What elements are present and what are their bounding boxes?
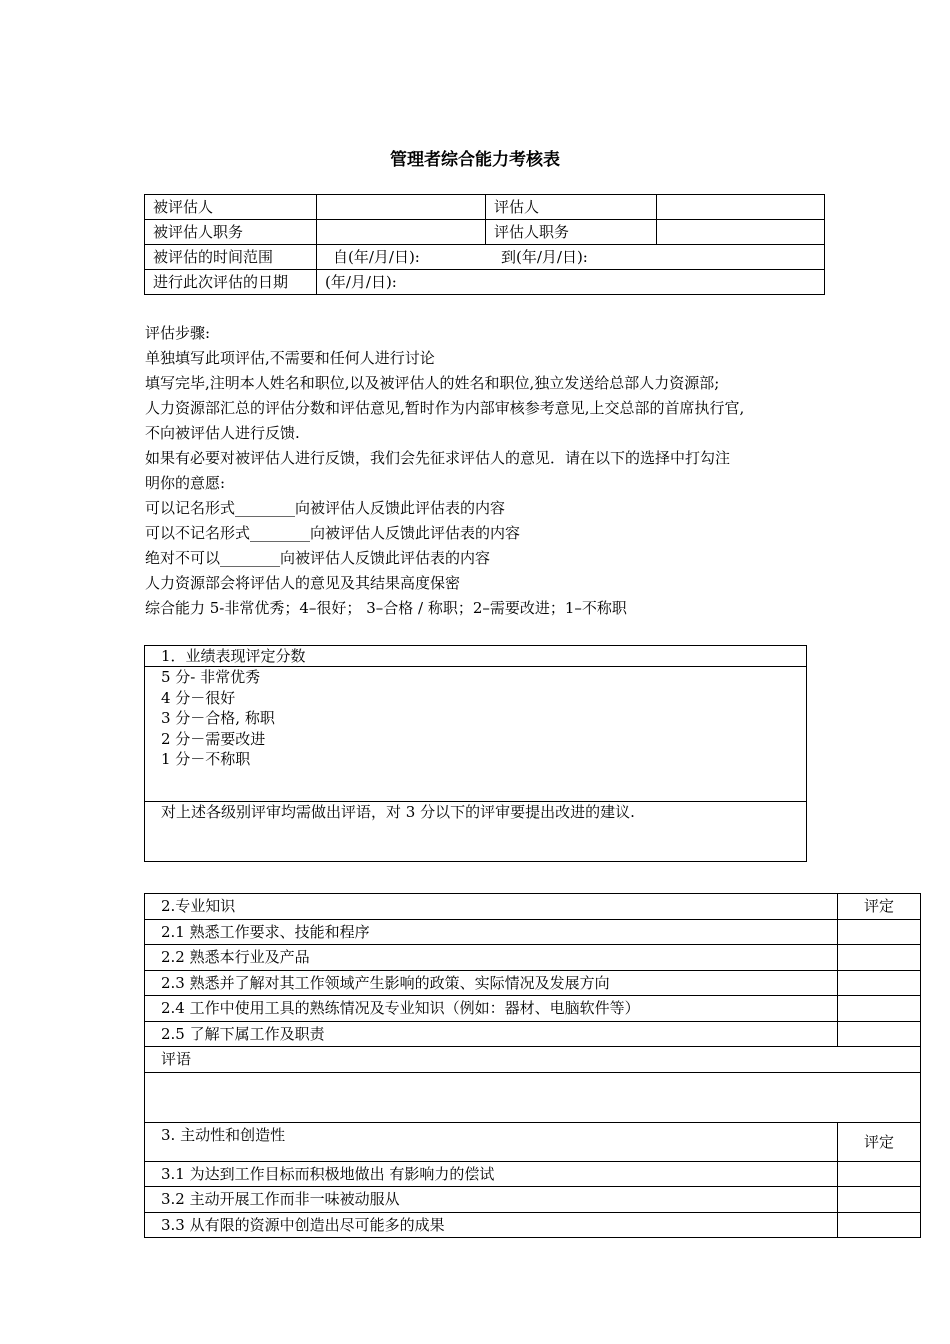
section2-header: 2.专业知识 xyxy=(145,894,838,920)
eval-date-field[interactable]: (年/月/日): xyxy=(317,270,825,295)
section3-item: 3.3 从有限的资源中创造出尽可能多的成果 xyxy=(145,1212,838,1238)
rating-scale: 综合能力 5-非常优秀；4–很好； 3–合格 / 称职；2–需要改进；1–不称职 xyxy=(145,599,627,617)
instruction-line: 人力资源部汇总的评估分数和评估意见,暂时作为内部审核参考意见,上交总部的首席执行官, xyxy=(145,399,745,417)
evaluator-position-field[interactable] xyxy=(657,220,825,245)
rating-cell[interactable] xyxy=(838,1187,921,1213)
level-4: 4 分－很好 xyxy=(161,688,236,707)
rating-cell[interactable] xyxy=(838,919,921,945)
instruction-line: 单独填写此项评估,不需要和任何人进行讨论 xyxy=(145,349,435,367)
section3-header: 3. 主动性和创造性 xyxy=(145,1122,838,1161)
page-title: 管理者综合能力考核表 xyxy=(390,150,560,170)
section2-rating-header: 评定 xyxy=(838,894,921,920)
section3-item: 3.1 为达到工作目标而积极地做出 有影响力的偿试 xyxy=(145,1161,838,1187)
level-1: 1 分－不称职 xyxy=(161,750,251,768)
period-from: 自(年/月/日): xyxy=(333,248,420,266)
eval-date-label: 进行此次评估的日期 xyxy=(145,270,317,295)
period-to: 到(年/月/日): xyxy=(501,248,588,266)
instruction-option-anonymous[interactable]: 可以不记名形式________向被评估人反馈此评估表的内容 xyxy=(145,524,521,542)
section3-rating-header: 评定 xyxy=(838,1122,921,1161)
section2-item: 2.4 工作中使用工具的熟练情况及专业知识（例如：器材、电脑软件等） xyxy=(145,996,838,1022)
evaluator-field[interactable] xyxy=(657,195,825,220)
instruction-option-named[interactable]: 可以记名形式________向被评估人反馈此评估表的内容 xyxy=(145,499,506,517)
instruction-line: 如果有必要对被评估人进行反馈，我们会先征求评估人的意见．请在以下的选择中打勾注 xyxy=(145,449,731,467)
rating-cell[interactable] xyxy=(838,1161,921,1187)
period-label: 被评估的时间范围 xyxy=(145,245,317,270)
level-3: 3 分－合格, 称职 xyxy=(161,709,275,727)
evaluatee-position-label: 被评估人职务 xyxy=(145,220,317,245)
section2-item: 2.5 了解下属工作及职责 xyxy=(145,1021,838,1047)
evaluatee-label: 被评估人 xyxy=(145,195,317,220)
rating-cell[interactable] xyxy=(838,996,921,1022)
rating-cell[interactable] xyxy=(838,945,921,971)
instruction-line: 不向被评估人进行反馈. xyxy=(145,424,300,442)
level-2: 2 分－需要改进 xyxy=(161,729,266,748)
performance-note[interactable]: 对上述各级别评审均需做出评语，对 3 分以下的评审要提出改进的建议. xyxy=(145,802,807,862)
instruction-line: 评估步骤: xyxy=(145,324,211,342)
evaluatee-position-field[interactable] xyxy=(317,220,486,245)
instructions xyxy=(145,321,825,621)
section2-comment-field[interactable] xyxy=(145,1072,921,1122)
level-5: 5 分- 非常优秀 xyxy=(161,668,261,686)
period-field[interactable] xyxy=(317,245,825,270)
performance-table xyxy=(144,645,807,862)
info-table xyxy=(144,194,825,295)
section2-item: 2.3 熟悉并了解对其工作领域产生影响的政策、实际情况及发展方向 xyxy=(145,970,838,996)
section3-item: 3.2 主动开展工作而非一味被动服从 xyxy=(145,1187,838,1213)
instruction-line: 填写完毕,注明本人姓名和职位,以及被评估人的姓名和职位,独立发送给总部人力资源部; xyxy=(145,374,720,392)
evaluator-position-label: 评估人职务 xyxy=(486,220,657,245)
section2-comment-label: 评语 xyxy=(145,1047,921,1073)
instruction-line: 人力资源部会将评估人的意见及其结果高度保密 xyxy=(145,574,461,592)
section2-item: 2.1 熟悉工作要求、技能和程序 xyxy=(145,919,838,945)
evaluatee-field[interactable] xyxy=(317,195,486,220)
instruction-line: 明你的意愿: xyxy=(145,474,226,492)
rating-cell[interactable] xyxy=(838,970,921,996)
skills-table xyxy=(144,893,921,1238)
rating-cell[interactable] xyxy=(838,1021,921,1047)
evaluator-label: 评估人 xyxy=(486,195,657,220)
performance-levels xyxy=(145,667,807,802)
instruction-option-never[interactable]: 绝对不可以________向被评估人反馈此评估表的内容 xyxy=(145,549,491,567)
section2-item: 2.2 熟悉本行业及产品 xyxy=(145,945,838,971)
performance-header: 1．业绩表现评定分数 xyxy=(145,646,807,667)
rating-cell[interactable] xyxy=(838,1212,921,1238)
